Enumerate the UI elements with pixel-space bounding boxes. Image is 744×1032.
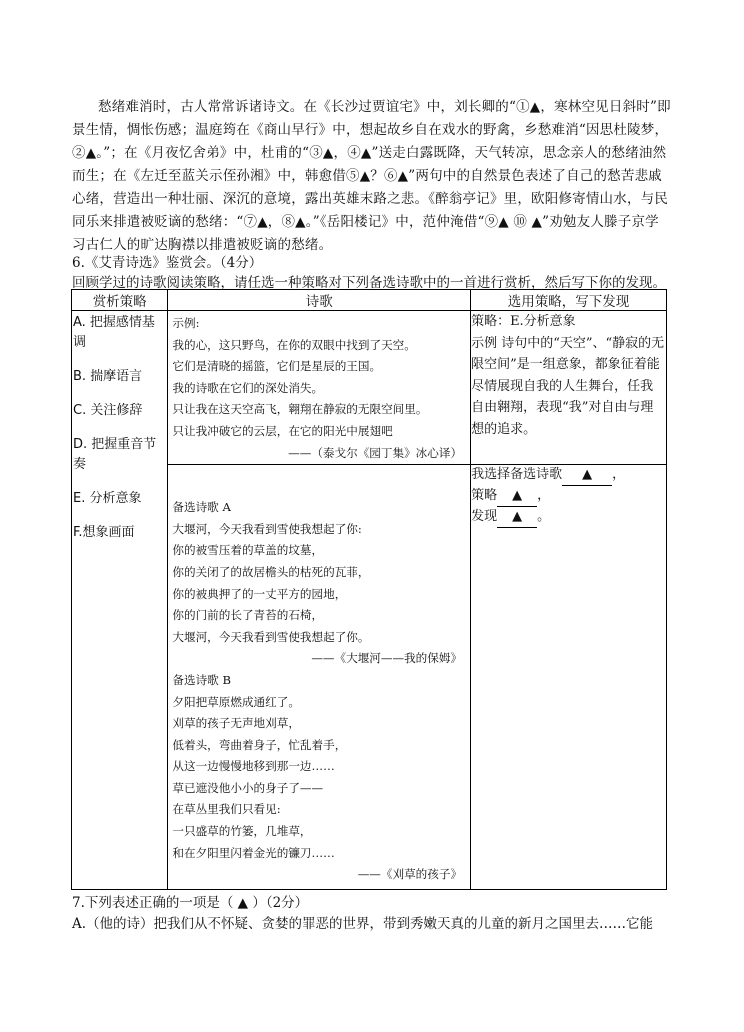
- poem-b-line: 一只盛草的竹篓，几堆草，: [172, 824, 312, 839]
- answer-strategy-blank[interactable]: ▲: [497, 486, 537, 507]
- poem-b-line: 草已遮没他小小的身子了——: [172, 780, 324, 795]
- example-row: [72, 311, 667, 465]
- poem-a-line: 大堰河，今天我看到雪使我想起了你:: [172, 521, 362, 536]
- strategy-b: B. 揣摩语言: [73, 369, 143, 384]
- example-line: 它们是清晓的摇篮，它们是星辰的王国。: [172, 359, 382, 374]
- answer-choose-label: 我选择备选诗歌: [471, 467, 563, 483]
- example-line: 我的诗歌在它们的深处消失。: [172, 380, 324, 395]
- answer-strategy-label: 策略: [471, 488, 498, 504]
- candidate-poems-cell: [168, 465, 471, 890]
- poem-a-line: 你的被典押了的一丈平方的园地，: [172, 586, 347, 601]
- answer-choose-line: [471, 465, 666, 486]
- answer-choose-suffix: ，: [612, 467, 626, 483]
- header-findings: 选用策略，写下发现: [471, 290, 667, 311]
- q6-title: 6.《艾青诗选》鉴赏会。（4分）: [72, 255, 263, 271]
- poem-b-attribution: ——《刈草的孩子》: [357, 867, 463, 882]
- header-strategy: 赏析策略: [72, 290, 168, 311]
- q6-instruction: 回顾学过的诗歌阅读策略，请任选一种策略对下列备选诗歌中的一首进行赏析，然后写下你的发现。: [72, 275, 666, 291]
- poem-b-line: 和在夕阳里闪着金光的镰刀……: [172, 845, 335, 860]
- strategy-e: E. 分析意象: [73, 491, 142, 506]
- poem-a-line: 你的关闭了的故居檐头的枯死的瓦菲，: [172, 564, 370, 579]
- strategy-d: D. 把握重音节奏: [73, 437, 157, 472]
- table-header-row: [72, 290, 667, 311]
- poem-b-line: 在草丛里我们只看见:: [172, 802, 281, 817]
- poem-b-label: 备选诗歌 B: [172, 672, 231, 687]
- example-line: 我的心，这只野鸟，在你的双眼中找到了天空。: [172, 337, 416, 352]
- poem-b-line: 刈草的孩子无声地刈草，: [172, 716, 300, 731]
- example-label: 示例:: [172, 316, 200, 330]
- example-findings-cell: [471, 311, 667, 465]
- appreciation-table: [71, 289, 667, 890]
- q7-option-a: A.（他的诗）把我们从不怀疑、贪婪的罪恶的世界，带到秀嫩天真的儿童的新月之国里去……它能: [72, 916, 654, 932]
- answer-discovery-line: [471, 507, 666, 528]
- intro-paragraph: 愁绪难消时，古人常常诉诸诗文。在《长沙过贾谊宅》中，刘长卿的“①▲，寒林空见日斜时”即景生情，惆怅伤感；温庭筠在《商山早行》中，想起故乡自在戏水的野禽，乡愁难消“因思杜陵梦，②▲。”；在《月夜忆舍弟》中，杜甫的“③▲，④▲”送走白露既降，天气转凉，思念亲人的愁绪油然而生；在《左迁至蓝关示侄孙湘》中，韩愈借⑤▲？⑥▲”两句中的自然景色表述了自己的愁苦悲戚心绪，营造出一种壮丽、深沉的意境，露出英雄末路之悲。《醉翁亭记》里，欧阳修寄情山水，与民同乐来排遣被贬谪的愁绪：“⑦▲，⑧▲。”《岳阳楼记》中，范仲淹借“⑨▲ ⑩ ▲”劝勉友人滕子京学习古仁人的旷达胸襟以排遣被贬谪的愁绪。: [72, 99, 671, 253]
- header-poem: 诗歌: [168, 290, 471, 311]
- example-line: 只让我冲破它的云层，在它的阳光中展翅吧: [172, 423, 393, 438]
- example-attribution: ——（泰戈尔《园丁集》冰心译）: [288, 445, 463, 460]
- answer-poem-blank[interactable]: ▲: [562, 465, 612, 486]
- answer-discovery-blank[interactable]: ▲: [497, 507, 537, 528]
- example-line: 只让我在这天空高飞，翱翔在静寂的无限空间里。: [172, 402, 428, 417]
- strategy-list: [72, 311, 168, 890]
- answer-strategy-line: [471, 486, 666, 507]
- poem-b-line: 从这一边慢慢地移到那一边……: [172, 759, 335, 774]
- poem-b-line: 低着头，弯曲着身子，忙乱着手，: [172, 737, 347, 752]
- example-discovery: 示例 诗句中的“天空”、“静寂的无限空间”是一组意象，都象征着能尽情展现自我的人生舞台，任我自由翱翔，表现“我”对自由与理想的追求。: [471, 335, 665, 437]
- poem-a-attribution: ——《大堰河——我的保姆》: [311, 651, 463, 666]
- strategy-f: F.想象画面: [73, 525, 135, 540]
- example-strategy: 策略：E.分析意象: [471, 314, 576, 329]
- answer-discovery-label: 发现: [471, 509, 498, 525]
- poem-a-label: 备选诗歌 A: [172, 500, 231, 515]
- poem-a-line: 大堰河，今天我看到雪使我想起了你。: [172, 629, 370, 644]
- poem-a-line: 你的被雪压着的草盖的坟墓，: [172, 543, 324, 558]
- poem-b-line: 夕阳把草原燃成通红了。: [172, 694, 300, 709]
- answer-strategy-suffix: ，: [537, 488, 551, 504]
- q7-title: 7.下列表述正确的一项是（ ▲ ）（2分）: [72, 895, 309, 911]
- answer-cell: [471, 465, 667, 890]
- answer-discovery-suffix: 。: [537, 509, 551, 525]
- strategy-a: A. 把握感情基调: [73, 315, 155, 350]
- example-poem-cell: [168, 311, 471, 465]
- strategy-c: C. 关注修辞: [73, 403, 143, 418]
- poem-a-line: 你的门前的长了青苔的石椅，: [172, 608, 324, 623]
